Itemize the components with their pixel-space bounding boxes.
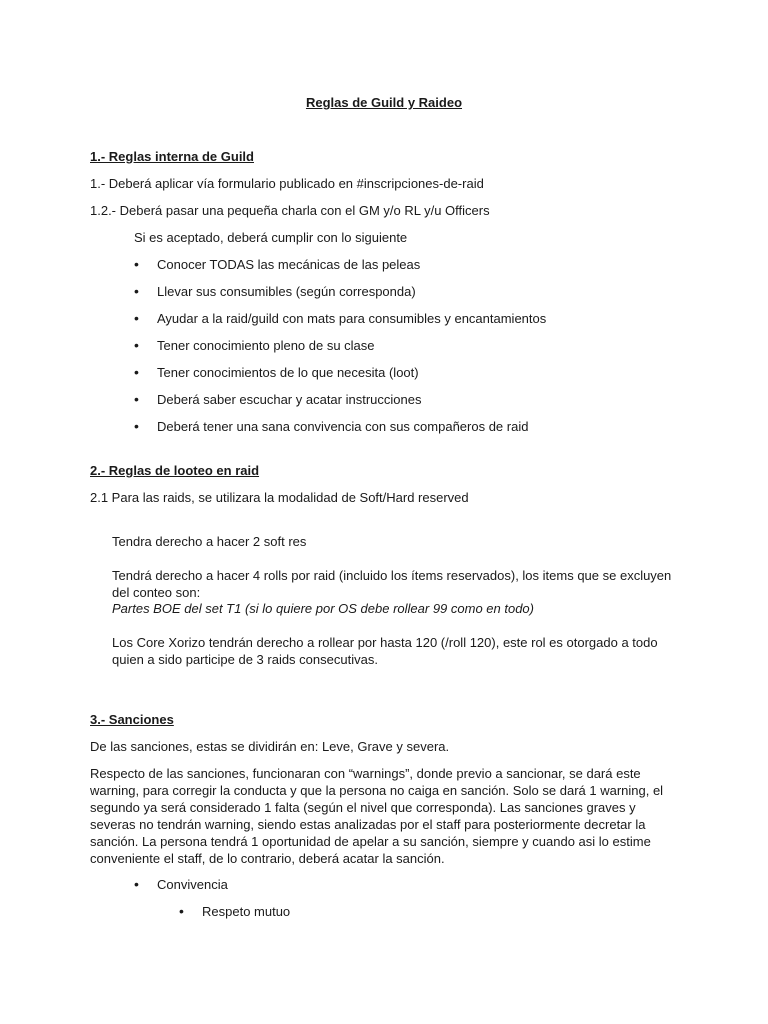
bullet-icon: •	[179, 903, 184, 919]
bullet-icon: •	[134, 256, 139, 272]
list-item-text: Respeto mutuo	[202, 904, 291, 919]
section-2-italic-note: Partes BOE del set T1 (si lo quiere por OS debe rollear 99 como en todo)	[112, 601, 534, 616]
section-2-paragraph-2: Tendra derecho a hacer 2 soft res	[112, 534, 307, 549]
section-3-paragraph-2: Respecto de las sanciones, funcionaran con “warnings”, donde previo a sancionar, se dará este warning, para corregir la conducta y que la persona no caiga en sanción. Solo se dará 1 warning, el segundo ya será considerado 1 falta (según el nivel que corresponda). Las sanciones graves y severas no tendrán warning, siendo estas analizadas por el staff para posteriormente decretar la sanción. La persona tendrá 1 oportunidad de apelar a su sanción, siempre y cuando asi lo estime conveniente el staff, de lo contrario, deberá acatar la sanción.	[90, 766, 664, 866]
list-item-text: Tener conocimiento pleno de su clase	[157, 338, 375, 353]
section-3-paragraph-1: De las sanciones, estas se dividirán en: Leve, Grave y severa.	[90, 739, 450, 754]
section-1-paragraph-1: 1.- Deberá aplicar vía formulario publicado en #inscripciones-de-raid	[90, 176, 484, 191]
list-item-text: Ayudar a la raid/guild con mats para consumibles y encantamientos	[157, 311, 547, 326]
section-2-paragraph-1: 2.1 Para las raids, se utilizara la modalidad de Soft/Hard reserved	[90, 490, 469, 505]
document-title: Reglas de Guild y Raideo	[305, 95, 463, 110]
section-2-heading: 2.- Reglas de looteo en raid	[90, 463, 260, 478]
list-item-text: Deberá saber escuchar y acatar instrucciones	[157, 392, 422, 407]
bullet-icon: •	[134, 876, 139, 892]
list-item-text: Conocer TODAS las mecánicas de las peleas	[157, 257, 421, 272]
list-item-text: Llevar sus consumibles (según corresponda)	[157, 284, 416, 299]
section-1-paragraph-2: 1.2.- Deberá pasar una pequeña charla con el GM y/o RL y/u Officers	[90, 203, 490, 218]
section-1-paragraph-3: Si es aceptado, deberá cumplir con lo siguiente	[134, 230, 408, 245]
section-2-paragraph-3: Tendrá derecho a hacer 4 rolls por raid (incluido los ítems reservados), los items que se excluyen del conteo son:	[112, 568, 672, 600]
section-3-heading: 3.- Sanciones	[90, 712, 174, 727]
section-1-heading: 1.- Reglas interna de Guild	[90, 149, 254, 164]
bullet-icon: •	[134, 364, 139, 380]
bullet-icon: •	[134, 418, 139, 434]
list-item-text: Deberá tener una sana convivencia con sus compañeros de raid	[157, 419, 529, 434]
bullet-icon: •	[134, 283, 139, 299]
bullet-icon: •	[134, 337, 139, 353]
list-item-text: Tener conocimientos de lo que necesita (loot)	[157, 365, 419, 380]
list-item-text: Convivencia	[157, 877, 228, 892]
bullet-icon: •	[134, 310, 139, 326]
section-2-paragraph-4: Los Core Xorizo tendrán derecho a rollear por hasta 120 (/roll 120), este rol es otorgado a todo quien a sido participe de 3 raids consecutivas.	[112, 635, 658, 667]
bullet-icon: •	[134, 391, 139, 407]
